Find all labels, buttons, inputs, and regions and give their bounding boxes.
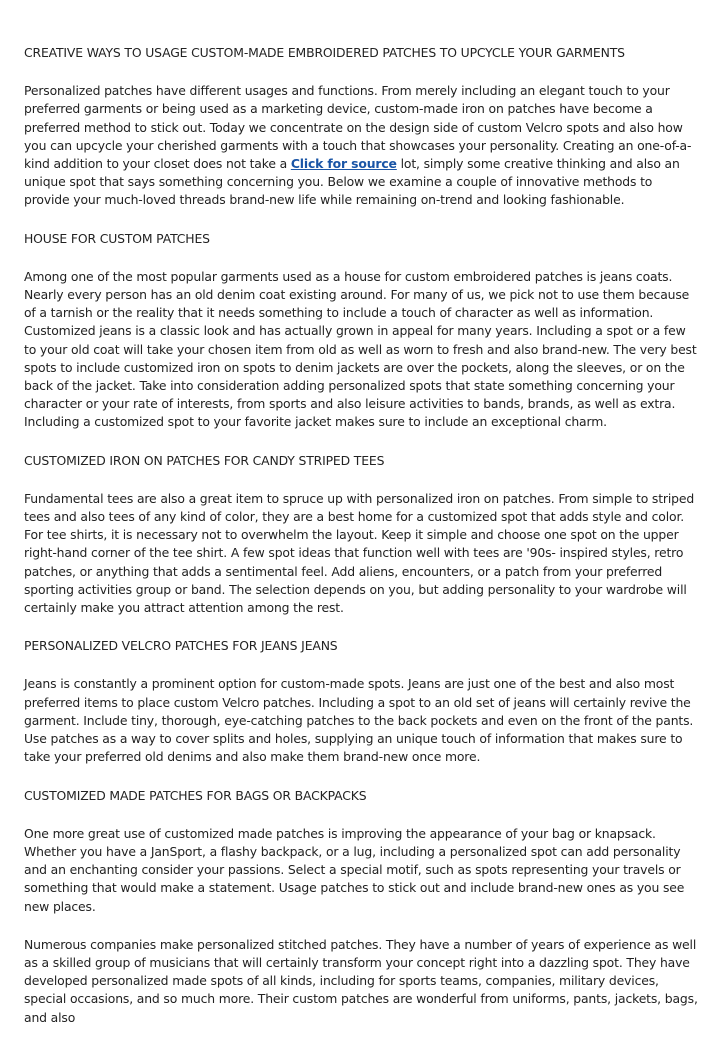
section-paragraph: Fundamental tees are also a great item to spruce up with personalized iron on patches. From simple to striped tees and also tees of any kind of color, they are a best home for a customized spot that adds style and color. For tee shirts, it is necessary not to overwhelm the layout. Keep it simple and choose one spot on the upper right-hand corner of the tee shirt. A few spot ideas that function well with tees are '90s- inspired styles, retro patches, or anything that adds a sentimental feel. Add aliens, encounters, or a patch from your preferred sporting activities group or band. The selection depends on you, but adding personality to your wardrobe will certainly make you attract attention among the rest.: [24, 490, 695, 616]
intro-text-after-link: lot, simply some creative thinking and also an unique spot that says something concerning you. Below we examine a couple of innovative methods to provide your much-loved threads brand-new life while remaining on-trend and looking fashionable.: [24, 156, 680, 208]
section-paragraph: Numerous companies make personalized stitched patches. They have a number of years of experience as well as a skilled group of musicians that will certainly transform your concept right into a dazzling spot. They have developed personalized made spots of all kinds, including for sports teams, companies, military devices, special occasions, and so much more. Their custom patches are wonderful from uniforms, pants, jackets, bags, and also: [24, 936, 698, 1025]
intro-text-before-link: Personalized patches have different usages and functions. From merely including an elegant touch to your preferred garments or being used as a marketing device, custom-made iron on patches have become a preferred method to stick out. Today we concentrate on the design side of custom Velcro spots and also how you can upcycle your cherished garments with a touch that showcases your personality. Creating an one-of-a-kind addition to your closet does not take a: [24, 83, 692, 172]
section-heading: PERSONALIZED VELCRO PATCHES FOR JEANS JEANS: [24, 638, 338, 654]
source-link[interactable]: Click for source: [290, 156, 397, 172]
section-paragraph: Jeans is constantly a prominent option for custom-made spots. Jeans are just one of the best and also most preferred items to place custom Velcro patches. Including a spot to an old set of jeans will certainly revive the garment. Include tiny, thorough, eye-catching patches to the back pockets and even on the front of the pants. Use patches as a way to cover splits and holes, supplying an unique touch of information that makes sure to take your preferred old denims and also make them brand-new once more.: [24, 676, 694, 765]
article: [24, 44, 700, 1047]
section-paragraph: Among one of the most popular garments used as a house for custom embroidered patches is jeans coats. Nearly every person has an old denim coat existing around. For many of us, we pick not to use them because of a tarnish or the reality that it needs something to include a touch of character as well as information. Customized jeans is a classic look and has actually grown in appeal for many years. Including a spot or a few to your old coat will take your chosen item from old as well as worn to fresh and also brand-new. The very best spots to include customized iron on spots to denim jackets are over the pockets, along the sleeves, or on the back of the jacket. Take into consideration adding personalized spots that state something concerning your character or your rate of interests, from sports and also leisure activities to bands, brands, as well as extra. Including a customized spot to your favorite jacket makes sure to include an exceptional charm.: [24, 268, 697, 430]
section-paragraph: One more great use of customized made patches is improving the appearance of your bag or knapsack. Whether you have a JanSport, a flashy backpack, or a lug, including a personalized spot can add personality and an enchanting consider your passions. Select a special motif, such as spots representing your travels or something that would make a statement. Usage patches to stick out and include brand-new ones as you see new places.: [24, 825, 685, 914]
section-heading: CUSTOMIZED IRON ON PATCHES FOR CANDY STRIPED TEES: [24, 452, 385, 468]
intro-paragraph: [24, 82, 700, 209]
section-heading: CUSTOMIZED MADE PATCHES FOR BAGS OR BACKPACKS: [24, 787, 367, 803]
section-heading: HOUSE FOR CUSTOM PATCHES: [24, 230, 210, 246]
article-title: CREATIVE WAYS TO USAGE CUSTOM-MADE EMBROIDERED PATCHES TO UPCYCLE YOUR GARMENTS: [24, 45, 625, 60]
